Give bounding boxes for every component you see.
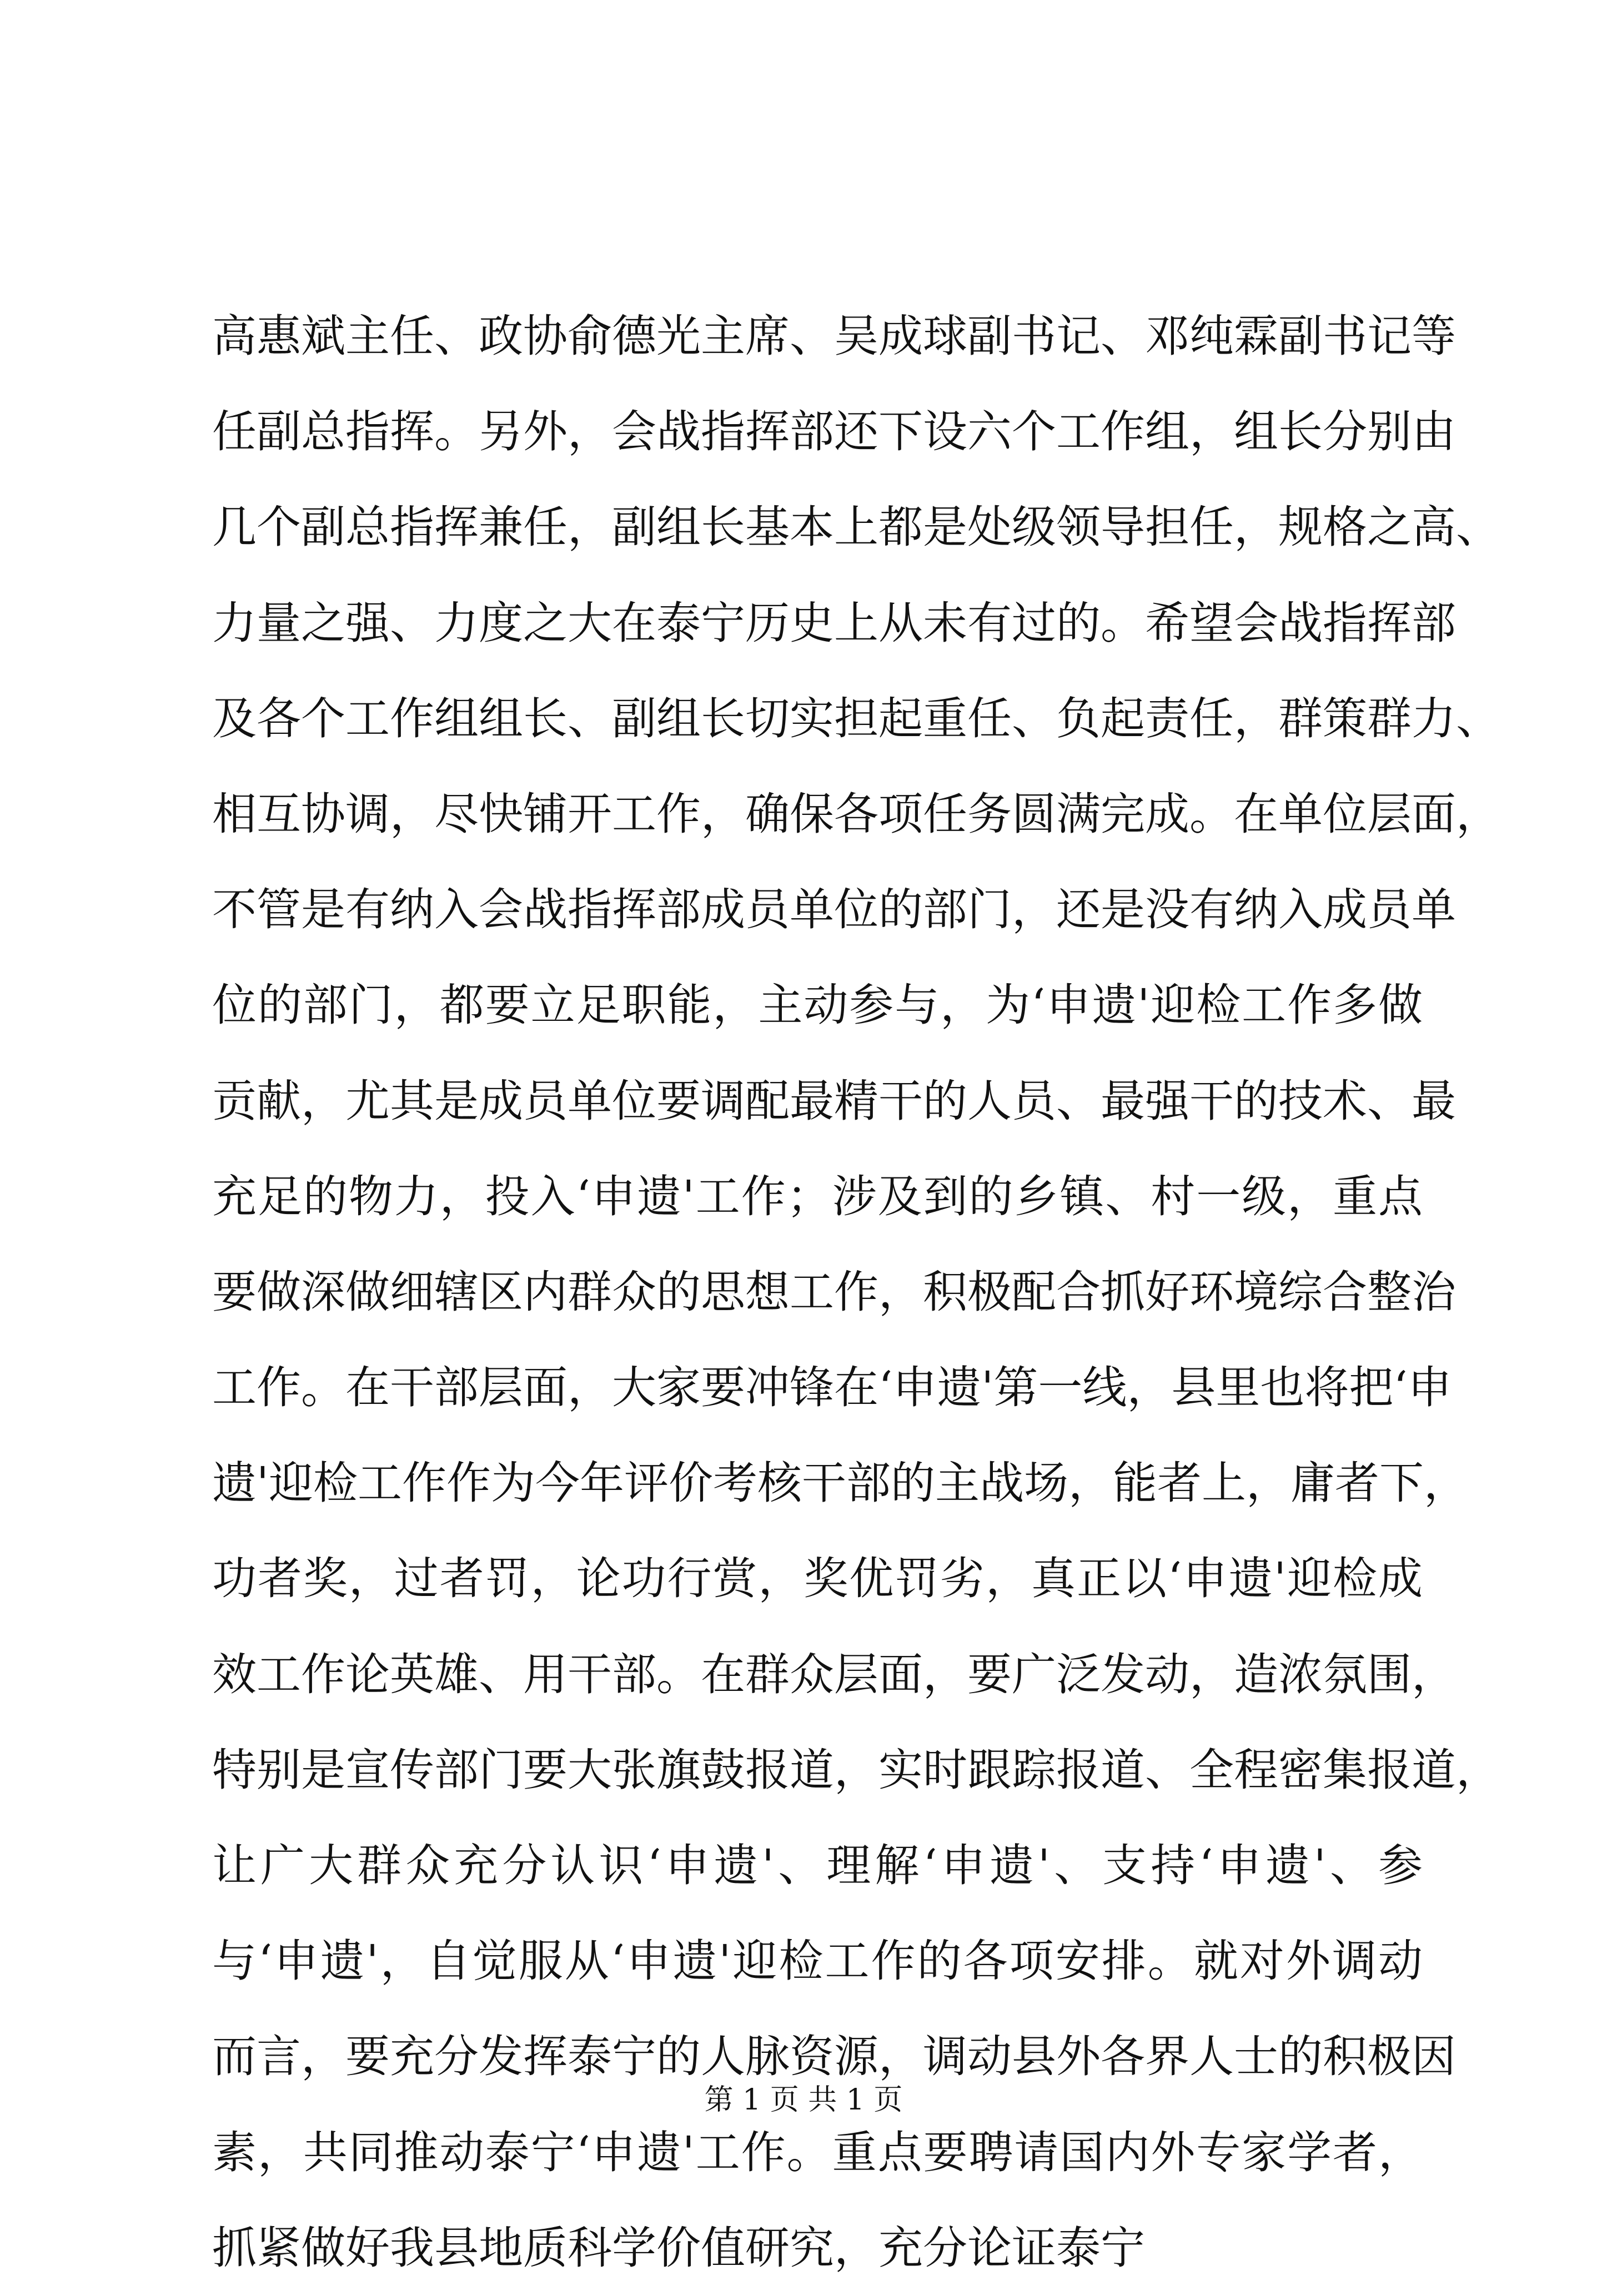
text-line-4: 力量之强、力度之大在泰宁历史上从未有过的。希望会战指挥部: [212, 597, 1456, 649]
text-line-11: 要做深做细辖区内群众的思想工作，积极配合抓好环境综合整治: [212, 1266, 1456, 1318]
text-line-6: 相互协调，尽快铺开工作，确保各项任务圆满完成。在单位层面，: [212, 788, 1500, 840]
text-line-7: 不管是有纳入会战指挥部成员单位的部门，还是没有纳入成员单: [212, 884, 1456, 936]
text-line-17: 让广大群众充分认识‘申遗'、理解‘申遗'、支持‘申遗'、参: [212, 1840, 1423, 1891]
text-line-14: 功者奖，过者罚，论功行赏，奖优罚劣，真正以‘申遗'迎检成: [212, 1553, 1423, 1605]
text-line-20: 素，共同推动泰宁‘申遗'工作。重点要聘请国内外专家学者，: [212, 2126, 1423, 2178]
text-line-12: 工作。在干部层面，大家要冲锋在‘申遗'第一线，县里也将把‘申: [212, 1362, 1452, 1414]
text-line-21: 抓紧做好我县地质科学价值研究，充分论证泰宁: [212, 2222, 1145, 2274]
text-line-18: 与‘申遗'，自觉服从‘申遗'迎检工作的各项安排。就对外调动: [212, 1935, 1423, 1987]
text-line-13: 遗'迎检工作作为今年评价考核干部的主战场，能者上，庸者下，: [212, 1457, 1468, 1509]
text-line-3: 几个副总指挥兼任，副组长基本上都是处级领导担任，规格之高、: [212, 501, 1500, 553]
text-line-15: 效工作论英雄、用干部。在群众层面，要广泛发动，造浓氛围，: [212, 1648, 1456, 1700]
text-line-19: 而言，要充分发挥泰宁的人脉资源，调动县外各界人士的积极因: [212, 2031, 1456, 2083]
text-line-8: 位的部门，都要立足职能，主动参与，为‘申遗'迎检工作多做: [212, 979, 1423, 1031]
text-line-16: 特别是宣传部门要大张旗鼓报道，实时跟踪报道、全程密集报道，: [212, 1744, 1500, 1796]
text-line-1: 高惠斌主任、政协俞德光主席、吴成球副书记、邓纯霖副书记等: [212, 310, 1456, 362]
body-paragraph: [212, 289, 1500, 2296]
text-line-9: 贡献，尤其是成员单位要调配最精干的人员、最强干的技术、最: [212, 1075, 1456, 1127]
text-line-10: 充足的物力，投入‘申遗'工作；涉及到的乡镇、村一级，重点: [212, 1170, 1423, 1222]
page-number-footer: 第 1 页 共 1 页: [704, 2083, 903, 2117]
text-line-5: 及各个工作组组长、副组长切实担起重任、负起责任，群策群力、: [212, 692, 1500, 744]
text-line-2: 任副总指挥。另外，会战指挥部还下设六个工作组，组长分别由: [212, 406, 1456, 458]
